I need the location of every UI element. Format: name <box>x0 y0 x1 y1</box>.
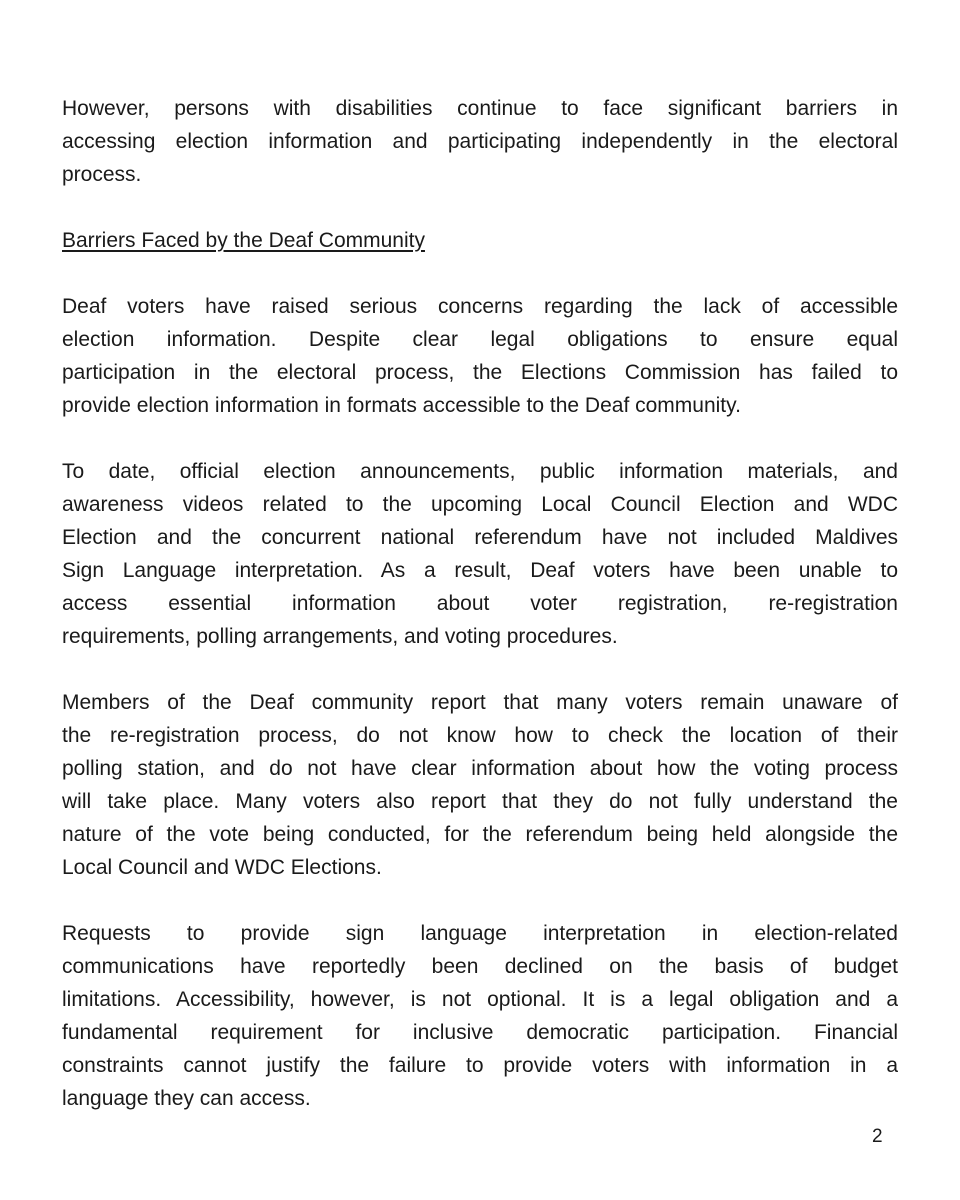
text-line: process. <box>62 163 142 186</box>
text-line: Sign Language interpretation. As a result, Deaf voters have been unable to <box>62 559 898 582</box>
text-line: constraints cannot justify the failure to provide voters with information in a <box>62 1054 898 1077</box>
text-line: Election and the concurrent national referendum have not included Maldives <box>62 526 898 549</box>
page-number: 2 <box>872 1126 883 1147</box>
section-heading <box>62 224 898 257</box>
text-line: polling station, and do not have clear information about how the voting process <box>62 757 898 780</box>
text-line: accessing election information and participating independently in the electoral <box>62 130 898 153</box>
text-line: election information. Despite clear legal obligations to ensure equal <box>62 328 898 351</box>
text-line: limitations. Accessibility, however, is not optional. It is a legal obligation and a <box>62 988 898 1011</box>
body-paragraph <box>62 917 898 1115</box>
text-line: participation in the electoral process, the Elections Commission has failed to <box>62 361 898 384</box>
text-line: language they can access. <box>62 1087 311 1110</box>
intro-paragraph <box>62 92 898 191</box>
section-heading-text: Barriers Faced by the Deaf Community <box>62 229 425 252</box>
text-line: However, persons with disabilities continue to face significant barriers in <box>62 97 898 120</box>
text-line: communications have reportedly been declined on the basis of budget <box>62 955 898 978</box>
text-line: awareness videos related to the upcoming Local Council Election and WDC <box>62 493 898 516</box>
text-line: requirements, polling arrangements, and voting procedures. <box>62 625 618 648</box>
text-line: access essential information about voter registration, re-registration <box>62 592 898 615</box>
text-line: the re-registration process, do not know how to check the location of their <box>62 724 898 747</box>
body-paragraph <box>62 455 898 653</box>
text-line: nature of the vote being conducted, for the referendum being held alongside the <box>62 823 898 846</box>
text-line: Local Council and WDC Elections. <box>62 856 382 879</box>
text-line: provide election information in formats accessible to the Deaf community. <box>62 394 741 417</box>
text-line: will take place. Many voters also report that they do not fully understand the <box>62 790 898 813</box>
text-line: Members of the Deaf community report that many voters remain unaware of <box>62 691 898 714</box>
body-paragraph <box>62 686 898 884</box>
text-line: Deaf voters have raised serious concerns regarding the lack of accessible <box>62 295 898 318</box>
text-line: To date, official election announcements, public information materials, and <box>62 460 898 483</box>
text-line: Requests to provide sign language interpretation in election-related <box>62 922 898 945</box>
body-paragraph <box>62 290 898 422</box>
document-page <box>62 92 898 1148</box>
text-line: fundamental requirement for inclusive democratic participation. Financial <box>62 1021 898 1044</box>
